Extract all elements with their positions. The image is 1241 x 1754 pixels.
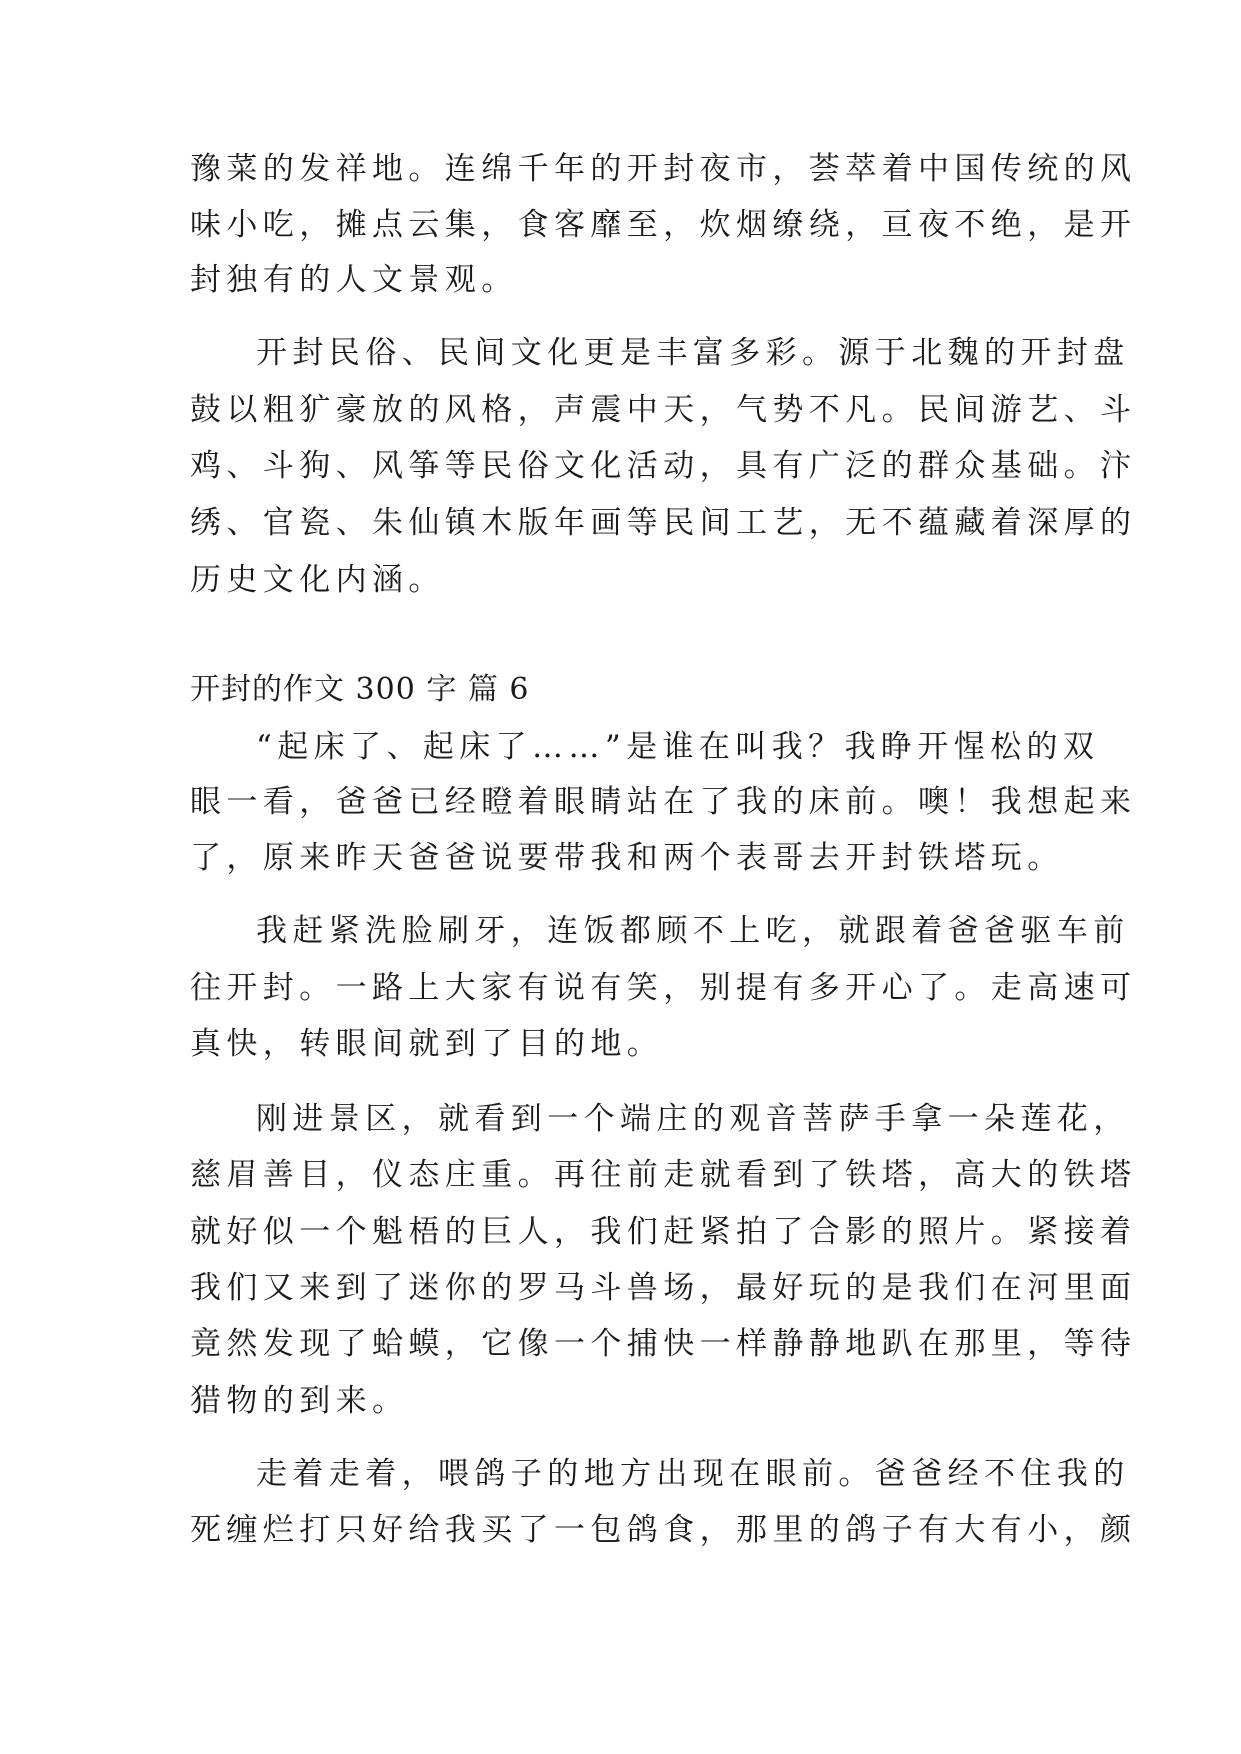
text-line: 竟然发现了蛤蟆，它像一个捕快一样静静地趴在那里，等待 <box>190 1326 1137 1362</box>
text-line: 猎物的到来。 <box>190 1383 409 1419</box>
paragraph-start-line: 我赶紧洗脸刷牙，连饭都顾不上吃，就跟着爸爸驱车前 <box>256 913 1130 949</box>
text-line: 真快，转眼间就到了目的地。 <box>190 1026 664 1062</box>
text-line: 鼓以粗犷豪放的风格，声震中天，气势不凡。民间游艺、斗 <box>190 392 1137 428</box>
section-heading: 开封的作文 300 字 篇 6 <box>190 672 530 707</box>
text-line: 慈眉善目，仪态庄重。再往前走就看到了铁塔，高大的铁塔 <box>190 1157 1137 1193</box>
paragraph-start-line: “起床了、起床了……”是谁在叫我？我睁开惺松的双 <box>256 729 1100 765</box>
text-line: 鸡、斗狗、风筝等民俗文化活动，具有广泛的群众基础。汴 <box>190 448 1137 484</box>
text-line: 豫菜的发祥地。连绵千年的开封夜市，荟萃着中国传统的风 <box>190 151 1137 187</box>
paragraph-start-line: 走着走着，喂鸽子的地方出现在眼前。爸爸经不住我的 <box>256 1456 1130 1492</box>
text-line: 我们又来到了迷你的罗马斗兽场，最好玩的是我们在河里面 <box>190 1270 1137 1306</box>
text-line: 绣、官瓷、朱仙镇木版年画等民间工艺，无不蕴藏着深厚的 <box>190 505 1137 541</box>
text-line: 味小吃，摊点云集，食客靡至，炊烟缭绕，亘夜不绝，是开 <box>190 207 1137 243</box>
text-line: 了，原来昨天爸爸说要带我和两个表哥去开封铁塔玩。 <box>190 840 1064 876</box>
text-line: 眼一看，爸爸已经瞪着眼睛站在了我的床前。噢！我想起来 <box>190 784 1137 820</box>
text-line: 就好似一个魁梧的巨人，我们赶紧拍了合影的照片。紧接着 <box>190 1214 1137 1250</box>
text-line: 死缠烂打只好给我买了一包鸽食，那里的鸽子有大有小，颜 <box>190 1512 1137 1548</box>
text-line: 历史文化内涵。 <box>190 562 445 598</box>
text-line: 封独有的人文景观。 <box>190 262 518 298</box>
paragraph-start-line: 刚进景区，就看到一个端庄的观音菩萨手拿一朵莲花， <box>256 1101 1130 1137</box>
text-line: 往开封。一路上大家有说有笑，别提有多开心了。走高速可 <box>190 970 1137 1006</box>
paragraph-start-line: 开封民俗、民间文化更是丰富多彩。源于北魏的开封盘 <box>256 335 1130 371</box>
